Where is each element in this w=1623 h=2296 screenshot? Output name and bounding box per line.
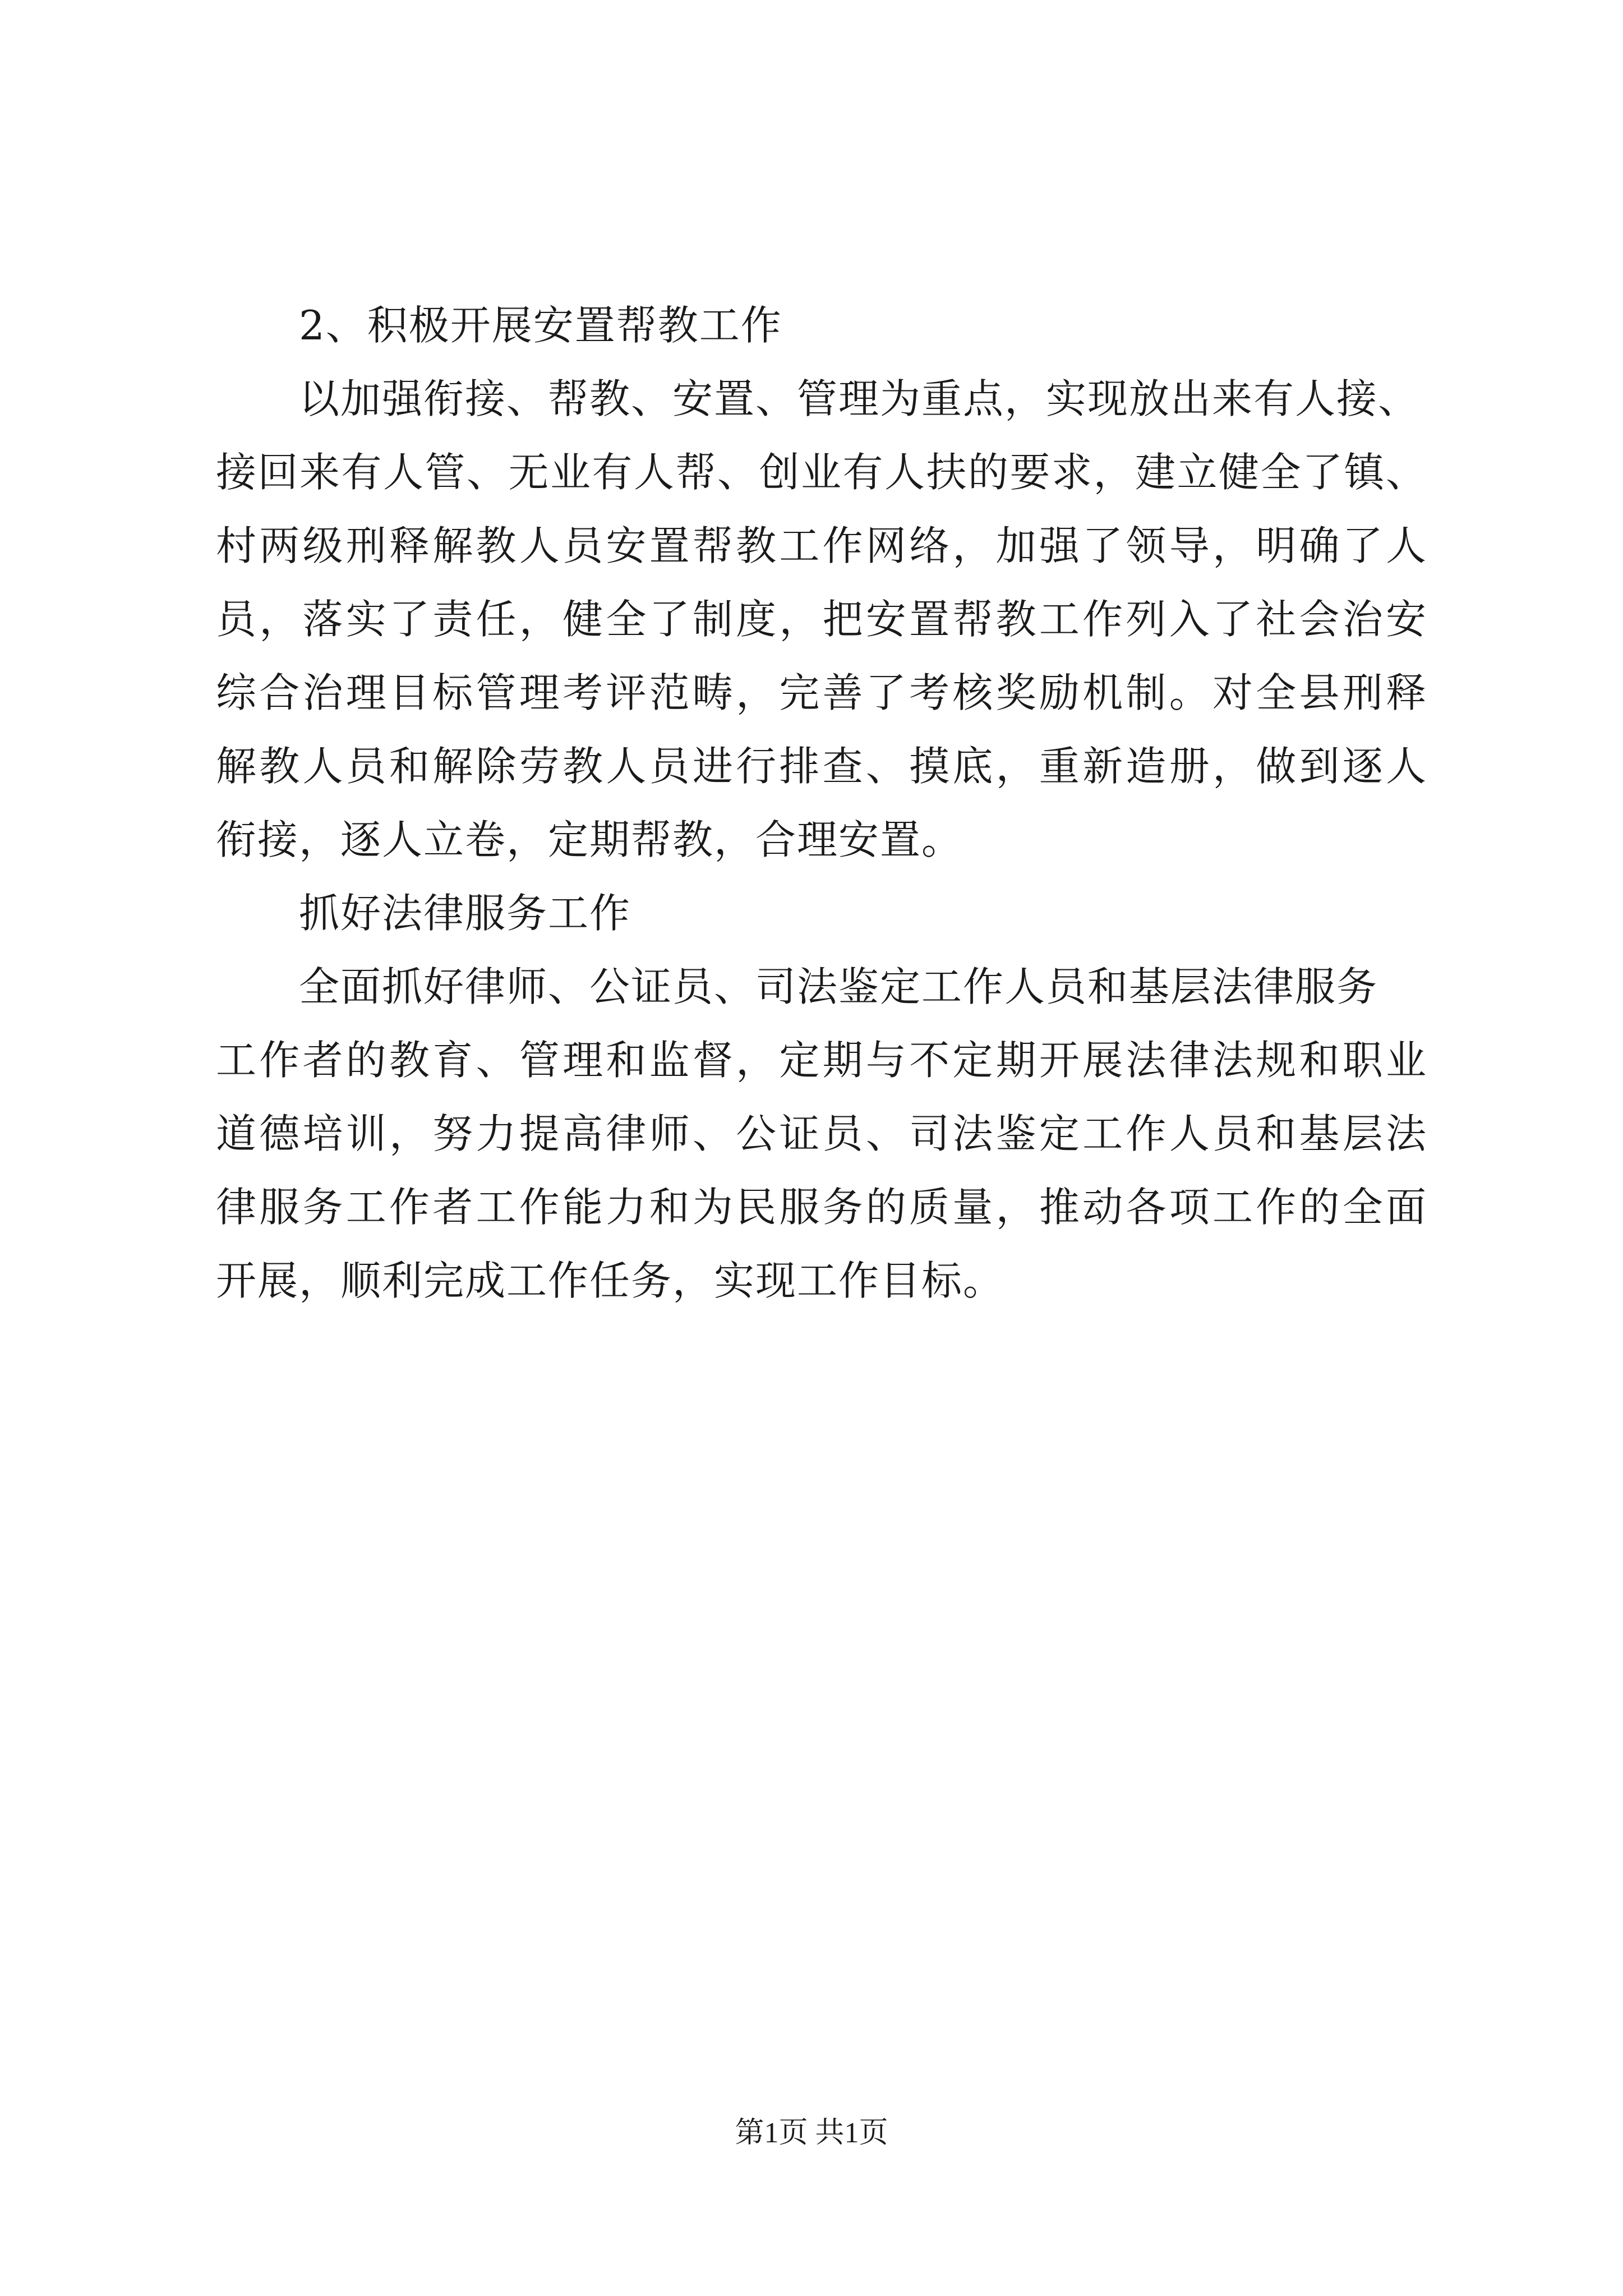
paragraph-line: 员，落实了责任，健全了制度，把安置帮教工作列入了社会治安 bbox=[216, 596, 1427, 643]
document-body bbox=[216, 289, 1427, 1318]
paragraph-line: 以加强衔接、帮教、安置、管理为重点，实现放出来有人接、 bbox=[299, 375, 1420, 422]
paragraph-line: 村两级刑释解教人员安置帮教工作网络，加强了领导，明确了人 bbox=[216, 522, 1427, 569]
paragraph-line: 律服务工作者工作能力和为民服务的质量，推动各项工作的全面 bbox=[216, 1184, 1427, 1231]
section-heading-legal-services: 抓好法律服务工作 bbox=[299, 890, 631, 937]
paragraph-line: 工作者的教育、管理和监督，定期与不定期开展法律法规和职业 bbox=[216, 1037, 1427, 1084]
section-heading-resettlement: 2、积极开展安置帮教工作 bbox=[299, 302, 782, 349]
paragraph-line: 接回来有人管、无业有人帮、创业有人扶的要求，建立健全了镇、 bbox=[216, 449, 1427, 496]
paragraph-line: 道德培训，努力提高律师、公证员、司法鉴定工作人员和基层法 bbox=[216, 1110, 1427, 1157]
paragraph-line: 开展，顺利完成工作任务，实现工作目标。 bbox=[216, 1257, 1005, 1304]
paragraph-line: 衔接，逐人立卷，定期帮教，合理安置。 bbox=[216, 816, 963, 863]
paragraph-line: 解教人员和解除劳教人员进行排查、摸底，重新造册，做到逐人 bbox=[216, 743, 1427, 790]
paragraph-line: 全面抓好律师、公证员、司法鉴定工作人员和基层法律服务 bbox=[299, 963, 1378, 1010]
page-footer: 第1页 共1页 bbox=[735, 2117, 888, 2149]
paragraph-line: 综合治理目标管理考评范畴，完善了考核奖励机制。对全县刑释 bbox=[216, 669, 1427, 716]
